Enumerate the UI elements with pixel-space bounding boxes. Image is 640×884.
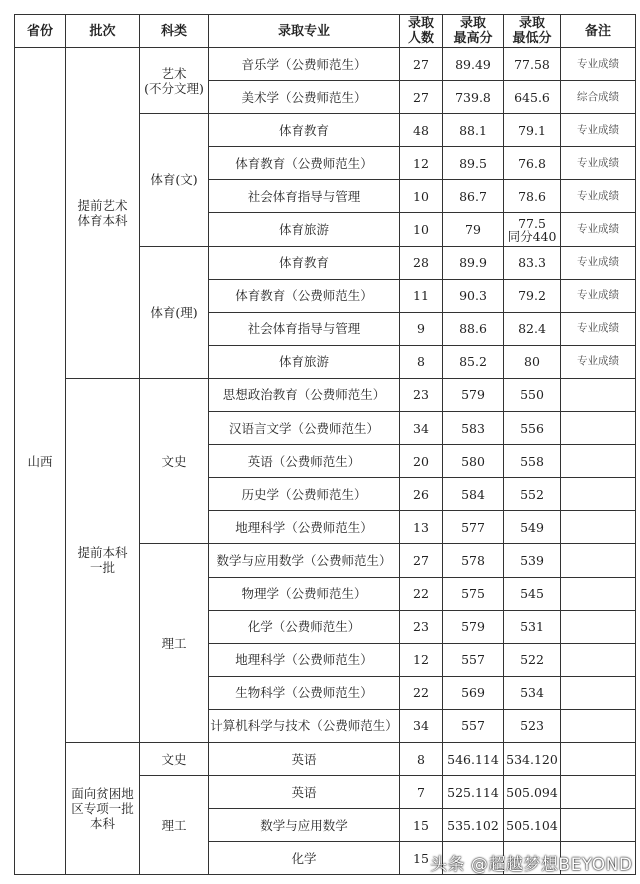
note-cell: 专业成绩: [561, 147, 636, 180]
major-cell: 美术学（公费师范生）: [209, 81, 400, 114]
category-cell: 体育(理): [140, 246, 209, 378]
count-cell: 34: [400, 709, 443, 742]
note-cell: 专业成绩: [561, 213, 636, 246]
min-score-cell: 78.6: [504, 180, 561, 213]
count-cell: 23: [400, 610, 443, 643]
min-score-cell: 539: [504, 544, 561, 577]
table-row: [15, 742, 636, 775]
category-cell: 文史: [140, 742, 209, 775]
header-max-score: 录取 最高分: [443, 15, 504, 48]
major-cell: 地理科学（公费师范生）: [209, 511, 400, 544]
min-score-cell: 522: [504, 643, 561, 676]
major-cell: 音乐学（公费师范生）: [209, 48, 400, 81]
count-cell: 12: [400, 643, 443, 676]
category-cell: 文史: [140, 378, 209, 543]
count-cell: 23: [400, 378, 443, 411]
note-cell: [561, 378, 636, 411]
max-score-cell: 575: [443, 577, 504, 610]
min-score-cell: 79.1: [504, 114, 561, 147]
count-cell: 12: [400, 147, 443, 180]
note-cell: 专业成绩: [561, 345, 636, 378]
count-cell: 11: [400, 279, 443, 312]
count-cell: 7: [400, 776, 443, 809]
count-cell: 13: [400, 511, 443, 544]
count-cell: 26: [400, 478, 443, 511]
table-body: [15, 48, 636, 875]
watermark: 头条 @超越梦想BEYOND: [430, 855, 633, 875]
admission-table: [14, 14, 636, 875]
note-cell: [561, 709, 636, 742]
min-score-cell: 645.6: [504, 81, 561, 114]
count-cell: 48: [400, 114, 443, 147]
max-score-cell: 580: [443, 445, 504, 478]
max-score-cell: 88.6: [443, 312, 504, 345]
min-score-cell: 556: [504, 412, 561, 445]
major-cell: 化学（公费师范生）: [209, 610, 400, 643]
major-cell: 思想政治教育（公费师范生）: [209, 378, 400, 411]
table-row: [15, 378, 636, 411]
major-cell: 体育教育（公费师范生）: [209, 279, 400, 312]
note-cell: [561, 676, 636, 709]
major-cell: 体育教育: [209, 114, 400, 147]
count-cell: 15: [400, 842, 443, 875]
major-cell: 物理学（公费师范生）: [209, 577, 400, 610]
count-cell: 15: [400, 809, 443, 842]
min-score-cell: 77.5 同分440: [504, 213, 561, 246]
max-score-cell: 89.49: [443, 48, 504, 81]
min-score-cell: 77.58: [504, 48, 561, 81]
min-score-cell: 558: [504, 445, 561, 478]
header-count: 录取 人数: [400, 15, 443, 48]
max-score-cell: 85.2: [443, 345, 504, 378]
header-note: 备注: [561, 15, 636, 48]
max-score-cell: 525.114: [443, 776, 504, 809]
batch-cell: 提前艺术 体育本科: [66, 48, 140, 379]
max-score-cell: 89.5: [443, 147, 504, 180]
header-batch: 批次: [66, 15, 140, 48]
min-score-cell: 534: [504, 676, 561, 709]
major-cell: 英语: [209, 776, 400, 809]
category-cell: 理工: [140, 776, 209, 875]
major-cell: 社会体育指导与管理: [209, 180, 400, 213]
count-cell: 28: [400, 246, 443, 279]
major-cell: 历史学（公费师范生）: [209, 478, 400, 511]
min-score-cell: 79.2: [504, 279, 561, 312]
note-cell: [561, 412, 636, 445]
max-score-cell: 88.1: [443, 114, 504, 147]
max-score-cell: 86.7: [443, 180, 504, 213]
max-score-cell: 583: [443, 412, 504, 445]
header-category: 科类: [140, 15, 209, 48]
header-row: [15, 15, 636, 48]
note-cell: 专业成绩: [561, 246, 636, 279]
category-cell: 体育(文): [140, 114, 209, 246]
major-cell: 体育旅游: [209, 345, 400, 378]
province-cell: 山西: [15, 48, 66, 875]
category-cell: 理工: [140, 544, 209, 743]
max-score-cell: 89.9: [443, 246, 504, 279]
max-score-cell: 90.3: [443, 279, 504, 312]
note-cell: 专业成绩: [561, 180, 636, 213]
major-cell: 数学与应用数学（公费师范生）: [209, 544, 400, 577]
max-score-cell: 739.8: [443, 81, 504, 114]
min-score-cell: 83.3: [504, 246, 561, 279]
min-score-cell: 531: [504, 610, 561, 643]
batch-cell: 提前本科 一批: [66, 378, 140, 742]
major-cell: 体育教育（公费师范生）: [209, 147, 400, 180]
major-cell: 体育教育: [209, 246, 400, 279]
major-cell: 地理科学（公费师范生）: [209, 643, 400, 676]
count-cell: 34: [400, 412, 443, 445]
note-cell: 专业成绩: [561, 279, 636, 312]
max-score-cell: 557: [443, 709, 504, 742]
batch-cell: 面向贫困地 区专项一批 本科: [66, 742, 140, 874]
note-cell: [561, 511, 636, 544]
min-score-cell: 82.4: [504, 312, 561, 345]
max-score-cell: 79: [443, 213, 504, 246]
note-cell: [561, 577, 636, 610]
count-cell: 27: [400, 48, 443, 81]
count-cell: 20: [400, 445, 443, 478]
major-cell: 英语（公费师范生）: [209, 445, 400, 478]
major-cell: 化学: [209, 842, 400, 875]
note-cell: [561, 776, 636, 809]
note-cell: 综合成绩: [561, 81, 636, 114]
count-cell: 8: [400, 345, 443, 378]
max-score-cell: 578: [443, 544, 504, 577]
note-cell: 专业成绩: [561, 48, 636, 81]
min-score-cell: 552: [504, 478, 561, 511]
min-score-cell: 523: [504, 709, 561, 742]
min-score-cell: 545: [504, 577, 561, 610]
max-score-cell: 569: [443, 676, 504, 709]
table-row: [15, 48, 636, 81]
note-cell: [561, 445, 636, 478]
count-cell: 10: [400, 180, 443, 213]
max-score-cell: 557: [443, 643, 504, 676]
count-cell: 10: [400, 213, 443, 246]
min-score-cell: 505.094: [504, 776, 561, 809]
max-score-cell: 579: [443, 610, 504, 643]
note-cell: 专业成绩: [561, 114, 636, 147]
major-cell: 生物科学（公费师范生）: [209, 676, 400, 709]
count-cell: 27: [400, 544, 443, 577]
major-cell: 社会体育指导与管理: [209, 312, 400, 345]
count-cell: 9: [400, 312, 443, 345]
min-score-cell: 505.104: [504, 809, 561, 842]
max-score-cell: 535.102: [443, 809, 504, 842]
count-cell: 22: [400, 577, 443, 610]
count-cell: 27: [400, 81, 443, 114]
max-score-cell: 546.114: [443, 742, 504, 775]
count-cell: 8: [400, 742, 443, 775]
note-cell: [561, 742, 636, 775]
min-score-cell: 550: [504, 378, 561, 411]
note-cell: [561, 643, 636, 676]
major-cell: 体育旅游: [209, 213, 400, 246]
max-score-cell: 579: [443, 378, 504, 411]
major-cell: 计算机科学与技术（公费师范生）: [209, 709, 400, 742]
max-score-cell: 577: [443, 511, 504, 544]
note-cell: [561, 610, 636, 643]
major-cell: 英语: [209, 742, 400, 775]
min-score-cell: 534.120: [504, 742, 561, 775]
max-score-cell: 584: [443, 478, 504, 511]
major-cell: 汉语言文学（公费师范生）: [209, 412, 400, 445]
min-score-cell: 76.8: [504, 147, 561, 180]
note-cell: [561, 544, 636, 577]
header-min-score: 录取 最低分: [504, 15, 561, 48]
category-cell: 艺术 (不分文理): [140, 48, 209, 114]
header-province: 省份: [15, 15, 66, 48]
major-cell: 数学与应用数学: [209, 809, 400, 842]
count-cell: 22: [400, 676, 443, 709]
note-cell: 专业成绩: [561, 312, 636, 345]
note-cell: [561, 809, 636, 842]
header-major: 录取专业: [209, 15, 400, 48]
min-score-cell: 549: [504, 511, 561, 544]
note-cell: [561, 478, 636, 511]
min-score-cell: 80: [504, 345, 561, 378]
